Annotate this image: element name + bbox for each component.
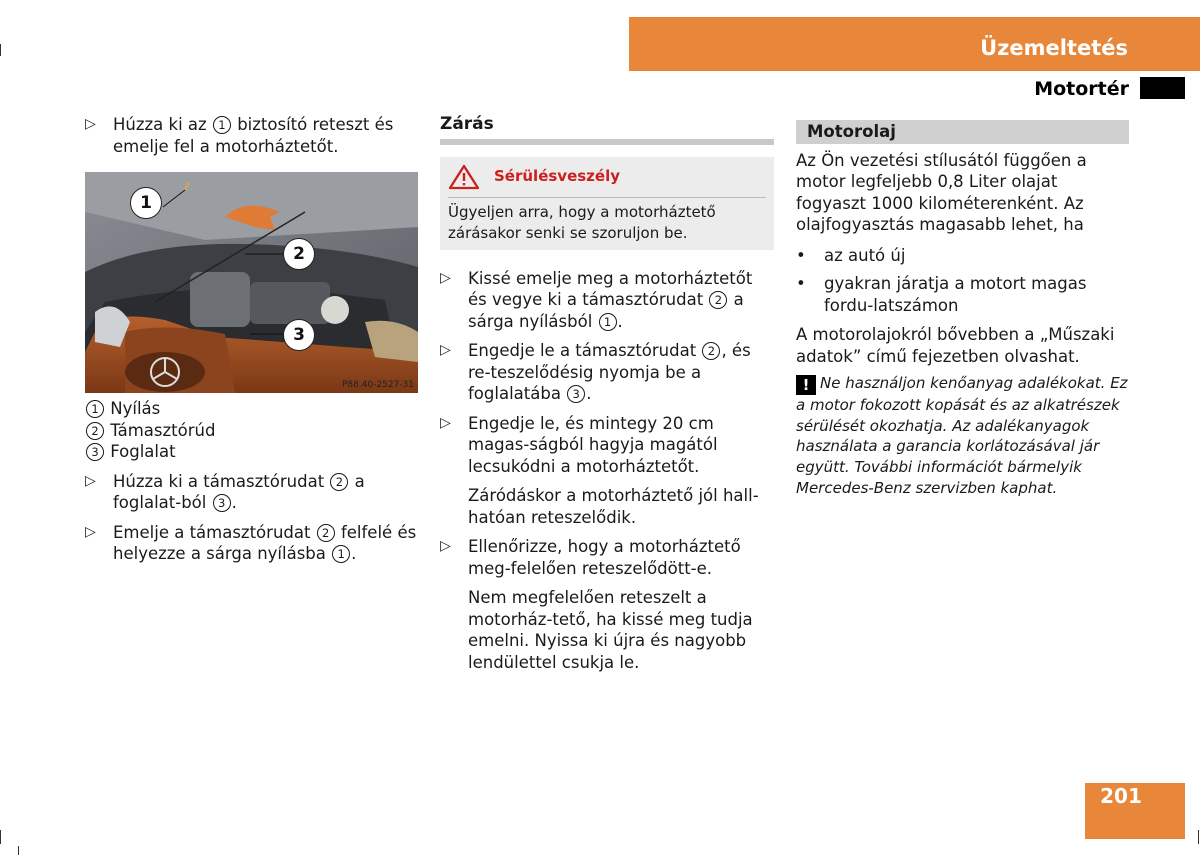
- crop-mark: [18, 846, 19, 855]
- triangle-bullet-icon: ▷: [440, 342, 451, 358]
- warning-text: Ügyeljen arra, hogy a motorháztető zárásakor senki se szoruljon be.: [448, 202, 716, 242]
- bullet-dot-icon: •: [796, 245, 806, 265]
- bullet-item: • az autó új: [796, 245, 906, 265]
- photo-code: P88.40-2527-31: [341, 380, 414, 390]
- chapter-title: Üzemeltetés: [980, 36, 1128, 60]
- crop-mark: [0, 44, 1, 56]
- step-text: Ellenőrizze, hogy a motorháztető meg-felelően reteszelődött-e.: [468, 537, 741, 578]
- bullet-dot-icon: •: [796, 274, 806, 293]
- section-heading: Zárás: [440, 114, 494, 134]
- motorolaj-heading: [796, 120, 1129, 144]
- section-title: Motortér: [1034, 78, 1129, 100]
- step-text: Emelje a támasztórudat 2 felfelé és helyezze a sárga nyílásba 1 .: [113, 522, 417, 563]
- step-item: [440, 340, 776, 405]
- step-text: Engedje le, és mintegy 20 cm magas-ságból hagyja magától lecsukódni a motorháztetőt.: [468, 413, 718, 476]
- page-number: 201: [1100, 784, 1142, 808]
- triangle-bullet-icon: ▷: [440, 269, 451, 286]
- step-item: [440, 413, 776, 529]
- column-1-lower: [85, 398, 420, 573]
- motorolaj-intro: Az Ön vezetési stílusától függően a motor legfeljebb 0,8 Liter olajat fogyaszt 1000 kilométerenként. Az olajfogyasztás magasabb lehet, ha: [796, 150, 1087, 234]
- step-item: [440, 268, 776, 333]
- engine-bay-photo: [85, 172, 418, 393]
- heading-rule: [440, 139, 774, 145]
- exclamation-icon: !: [796, 375, 816, 395]
- step-text: Engedje le a támasztórudat 2 , és re-teszelődésig nyomja be a foglalatába 3 .: [468, 341, 751, 403]
- photo-callout-3: 3: [283, 319, 315, 351]
- ref-number: 1: [213, 116, 231, 134]
- triangle-bullet-icon: ▷: [440, 414, 451, 431]
- triangle-bullet-icon: ▷: [85, 523, 96, 540]
- photo-callout-1: 1: [130, 187, 162, 219]
- legend-item: 2 Támasztórúd: [85, 420, 420, 442]
- legend: [85, 398, 420, 463]
- photo-callout-2: 2: [283, 238, 315, 270]
- warning-title: Sérülésveszély: [494, 166, 620, 185]
- warning-header: [448, 163, 766, 191]
- step-item: [85, 522, 420, 565]
- warning-divider: [448, 197, 766, 198]
- warning-triangle-icon: [448, 164, 480, 190]
- column-3: [796, 120, 1129, 499]
- step-text: Húzza ki a támasztórudat 2 a foglalat-ból 3 .: [113, 471, 365, 512]
- legend-item: 3 Foglalat: [85, 441, 420, 463]
- triangle-bullet-icon: ▷: [440, 538, 451, 554]
- closing-steps: [440, 268, 776, 674]
- step-item: [85, 114, 420, 157]
- column-1: [85, 114, 420, 165]
- step-subtext: Nem megfelelően reteszelt a motorház-tető, ha kissé meg tudja emelni. Nyissa ki újra és nagyobb lendülettel csukja le.: [468, 588, 753, 672]
- step-text: Kissé emelje meg a motorháztetőt és vegye ki a támasztórudat 2 a sárga nyílásból 1 .: [468, 268, 753, 331]
- motorolaj-note: ! Ne használjon kenőanyag adalékokat. Ez a motor fokozott kopását és az alkatrészek sérülését okozhatja. Az adalékanyagok használata a garancia korlátozásával jár együtt. További információt bármelyik Mercedes-Benz szervizben kaphat.: [796, 374, 1128, 497]
- triangle-bullet-icon: ▷: [85, 116, 96, 132]
- motorolaj-title: Motorolaj: [807, 122, 896, 141]
- bullet-item: • gyakran járatja a motort magas fordu-latszámon: [796, 274, 1087, 315]
- step-item: [440, 536, 776, 673]
- section-marker: [1140, 77, 1185, 99]
- crop-mark: [0, 830, 1, 844]
- warning-box: [440, 157, 774, 250]
- step-subtext: Záródáskor a motorháztető jól hall-hatóan reteszelődik.: [468, 486, 759, 527]
- legend-item: 1 Nyílás: [85, 398, 420, 420]
- column-2: [440, 114, 774, 681]
- step-text: Húzza ki az 1 biztosító reteszt és emelje fel a motorháztetőt.: [113, 115, 394, 156]
- step-item: [85, 471, 420, 514]
- triangle-bullet-icon: ▷: [85, 472, 96, 489]
- crop-mark: [1198, 830, 1199, 844]
- motorolaj-more: A motorolajokról bővebben a „Műszaki adatok” című fejezetben olvashat.: [796, 325, 1115, 366]
